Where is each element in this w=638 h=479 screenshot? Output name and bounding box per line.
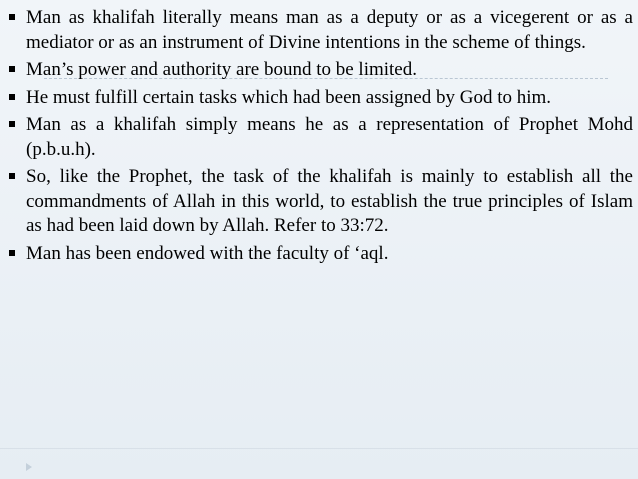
bullet-list [8, 6, 633, 269]
play-arrow-icon [26, 463, 32, 471]
bullet-item [8, 86, 633, 111]
square-bullet-icon [9, 121, 15, 127]
bullet-text: So, like the Prophet, the task of the khalifah is mainly to establish all the commandments of Allah in this world, to establish the true principles of Islam as had been laid down by Allah. Refer to 33:72. [26, 166, 633, 236]
bullet-text: Man’s power and authority are bound to be limited. [26, 59, 417, 80]
bullet-item [8, 242, 633, 267]
bullet-item [8, 113, 633, 162]
slide-footer [0, 448, 638, 479]
bullet-text: He must fulfill certain tasks which had been assigned by God to him. [26, 86, 552, 108]
bullet-item [8, 6, 633, 55]
square-bullet-icon [9, 14, 15, 20]
bullet-text: Man as a khalifah simply means he as a representation of Prophet Mohd (p.b.u.h). [26, 114, 633, 160]
square-bullet-icon [9, 250, 15, 256]
bullet-item [8, 165, 633, 239]
bullet-item [8, 58, 633, 83]
square-bullet-icon [9, 66, 15, 72]
square-bullet-icon [9, 173, 15, 179]
bullet-text: Man has been endowed with the faculty of ‘aql. [26, 242, 389, 264]
bullet-text: Man as khalifah literally means man as a deputy or as a vicegerent or as a mediator or as an instrument of Divine intentions in the scheme of things. [26, 7, 633, 53]
square-bullet-icon [9, 94, 15, 100]
